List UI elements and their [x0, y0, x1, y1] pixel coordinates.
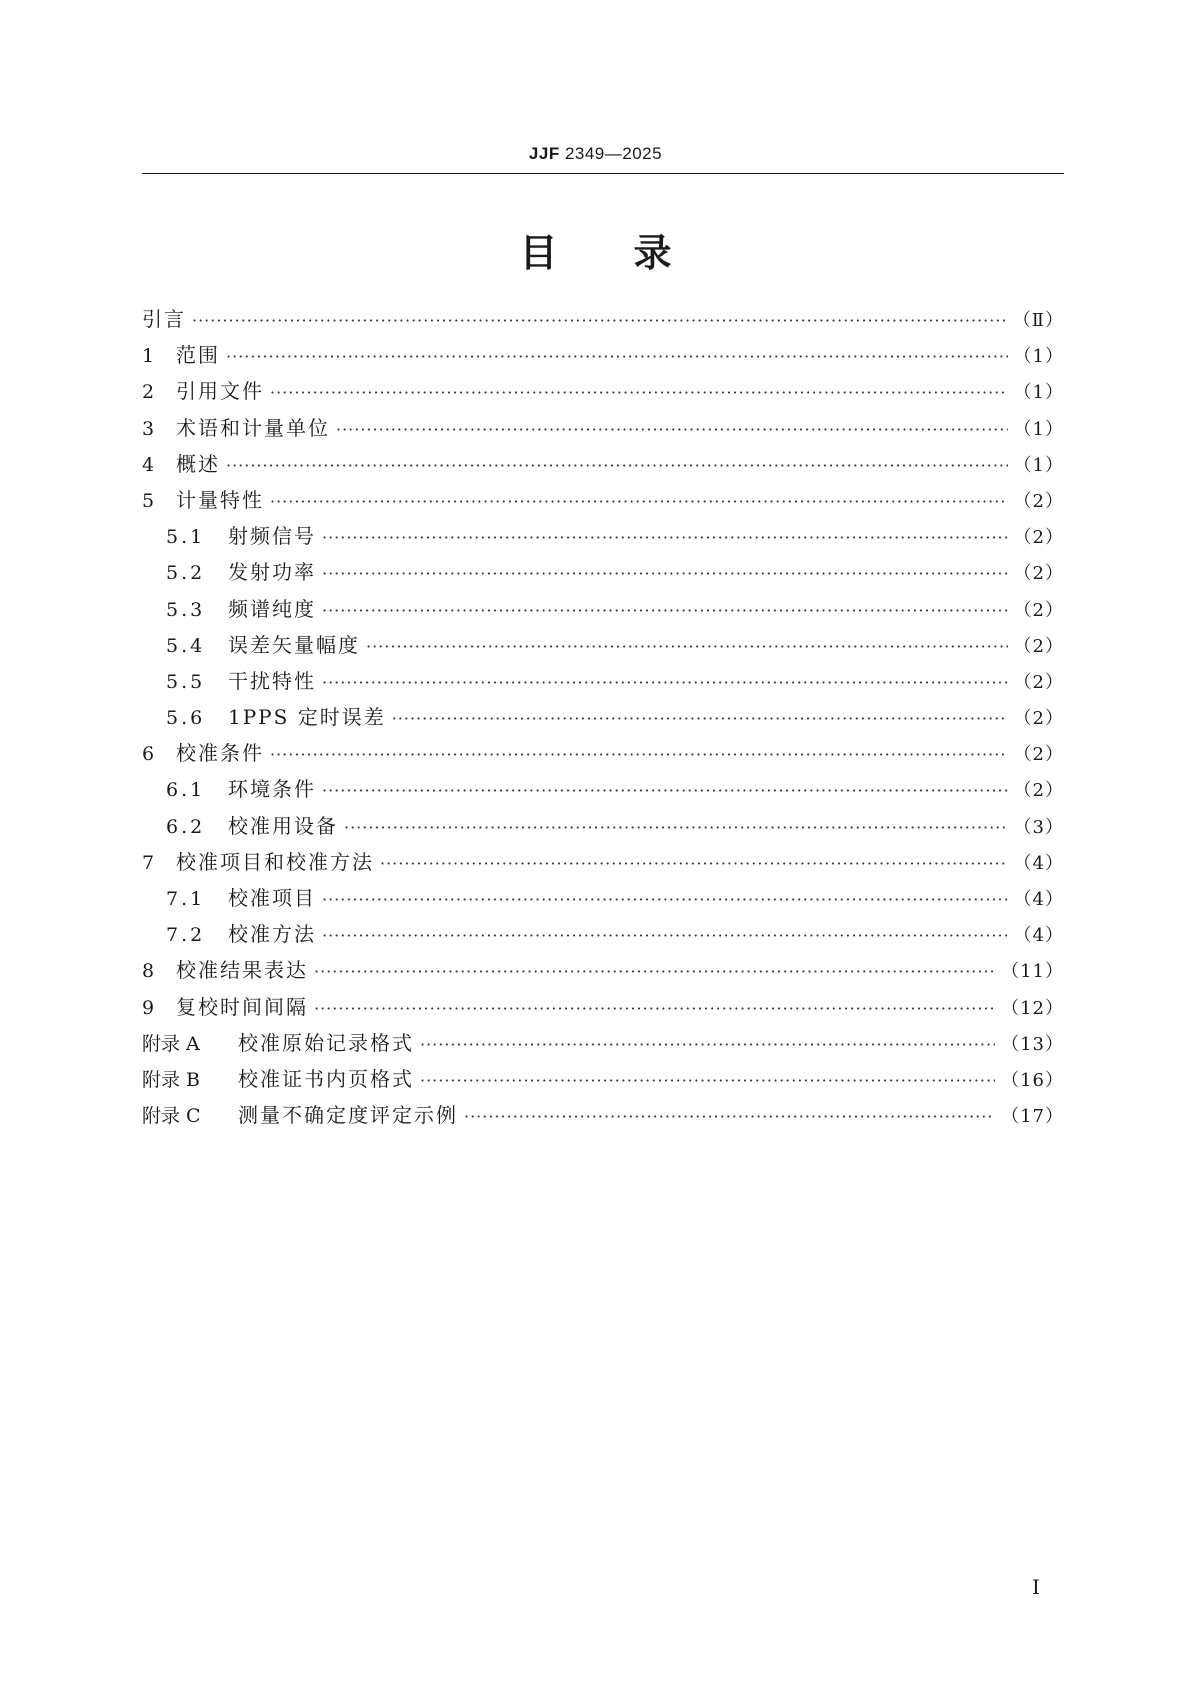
toc-subentry[interactable] [142, 882, 1064, 918]
toc-subentry[interactable] [142, 556, 1064, 592]
toc-page: （2） [1013, 490, 1064, 512]
toc-label: 频谱纯度 [228, 596, 316, 621]
toc-page: （13） [1001, 1033, 1064, 1055]
toc-label: 概述 [176, 451, 220, 476]
toc-label: 校准项目和校准方法 [176, 849, 374, 874]
toc-number: 5.5 [166, 670, 206, 693]
toc-subentry[interactable] [142, 593, 1064, 629]
toc-leader [420, 1035, 995, 1054]
toc-label: 范围 [176, 343, 220, 368]
toc-label: 发射功率 [228, 560, 316, 585]
toc-entry[interactable] [142, 303, 1064, 339]
toc-leader [392, 709, 1008, 728]
toc-label: 环境条件 [228, 777, 316, 802]
toc-leader [322, 564, 1008, 583]
toc-page: （2） [1013, 780, 1064, 802]
toc-subentry[interactable] [142, 665, 1064, 701]
toc-label: 术语和计量单位 [176, 415, 330, 440]
toc-number: 7.2 [166, 924, 206, 947]
toc-leader [366, 637, 1008, 656]
toc-subentry[interactable] [142, 701, 1064, 737]
toc-label: 测量不确定度评定示例 [238, 1103, 458, 1128]
toc-label: 校准证书内页格式 [238, 1066, 414, 1091]
toc-subentry[interactable] [142, 918, 1064, 954]
toc-leader [226, 347, 1008, 366]
toc-label: 复校时间间隔 [176, 994, 308, 1019]
toc-leader [336, 420, 1008, 439]
toc-number: 附录 C [142, 1105, 201, 1128]
toc-label: 1PPS 定时误差 [228, 705, 386, 730]
toc-number: 附录 B [142, 1068, 201, 1091]
toc-number: 2 [142, 381, 155, 404]
toc-number: 5.4 [166, 634, 206, 657]
toc-entry[interactable] [142, 412, 1064, 448]
toc-page: （2） [1013, 708, 1064, 730]
toc-number: 4 [142, 453, 155, 476]
toc-leader [192, 311, 1007, 330]
toc-number: 5.3 [166, 598, 206, 621]
toc-leader [322, 673, 1008, 692]
toc-entry[interactable] [142, 448, 1064, 484]
toc-leader [420, 1071, 995, 1090]
toc-number: 6 [142, 743, 155, 766]
header-rule [142, 173, 1064, 174]
toc-appendix-entry[interactable] [142, 1027, 1064, 1063]
document-code [0, 144, 1191, 164]
toc-appendix-entry[interactable] [142, 1099, 1064, 1135]
toc-page: （Ⅱ） [1012, 310, 1064, 331]
toc-label: 引用文件 [176, 379, 264, 404]
toc-leader [322, 601, 1008, 620]
toc-leader [270, 492, 1008, 511]
toc-subentry[interactable] [142, 629, 1064, 665]
toc-number: 1 [142, 345, 155, 368]
toc-number: 7 [142, 851, 155, 874]
toc-number: 附录 A [142, 1032, 200, 1055]
toc-label: 校准方法 [228, 922, 316, 947]
toc-number: 7.1 [166, 888, 206, 910]
toc-page: （1） [1013, 382, 1064, 404]
page-title: 目录 [519, 231, 748, 275]
toc-page: （4） [1013, 852, 1064, 874]
toc-leader [322, 528, 1008, 547]
page-number: Ⅰ [1032, 1575, 1040, 1599]
toc-entry[interactable] [142, 737, 1064, 773]
toc-number: 6.2 [166, 815, 206, 838]
toc-entry[interactable] [142, 846, 1064, 882]
toc-subentry[interactable] [142, 773, 1064, 809]
toc-leader [226, 456, 1008, 475]
toc-leader [380, 854, 1008, 873]
toc-number: 5.6 [166, 707, 206, 730]
toc-number: 8 [142, 960, 155, 983]
toc-leader [322, 926, 1008, 945]
toc-page: （1） [1013, 454, 1064, 476]
toc-page: （2） [1013, 599, 1064, 621]
toc-page: （17） [1001, 1106, 1064, 1128]
toc-appendix-entry[interactable] [142, 1063, 1064, 1099]
toc-label: 引言 [142, 307, 186, 331]
document-code-prefix: JJF [528, 144, 560, 163]
toc-number: 6.1 [166, 779, 206, 802]
toc-leader [270, 383, 1008, 402]
toc-page: （1） [1013, 418, 1064, 440]
toc-label: 校准项目 [228, 886, 316, 910]
toc-number: 5.1 [166, 526, 206, 549]
toc-leader [314, 962, 995, 981]
toc-leader [270, 745, 1008, 764]
toc-entry[interactable] [142, 484, 1064, 520]
toc-page: （2） [1013, 744, 1064, 766]
toc-entry[interactable] [142, 954, 1064, 990]
toc-subentry[interactable] [142, 520, 1064, 556]
toc-number: 9 [142, 996, 155, 1019]
toc-page: （3） [1013, 816, 1064, 838]
toc-subentry[interactable] [142, 810, 1064, 846]
toc-page: （16） [1001, 1069, 1064, 1091]
toc-label: 射频信号 [228, 524, 316, 549]
document-code-number: 2349—2025 [564, 144, 663, 163]
toc-page: （4） [1013, 889, 1064, 910]
toc-leader [322, 890, 1008, 909]
toc-label: 干扰特性 [228, 668, 316, 693]
toc-entry[interactable] [142, 991, 1064, 1027]
toc-number: 5 [142, 489, 155, 512]
table-of-contents [142, 303, 1064, 1135]
toc-label: 校准条件 [176, 741, 264, 766]
toc-leader [322, 781, 1008, 800]
toc-page: （1） [1013, 346, 1064, 368]
toc-leader [464, 1107, 995, 1126]
toc-entry[interactable] [142, 339, 1064, 375]
toc-page: （2） [1013, 527, 1064, 549]
toc-page: （2） [1013, 563, 1064, 585]
toc-label: 计量特性 [176, 487, 264, 512]
toc-label: 校准用设备 [228, 813, 338, 838]
toc-page: （2） [1013, 671, 1064, 693]
toc-label: 校准结果表达 [176, 958, 308, 983]
toc-leader [314, 999, 995, 1018]
toc-label: 校准原始记录格式 [238, 1030, 414, 1055]
toc-entry[interactable] [142, 375, 1064, 411]
toc-page: （11） [1001, 961, 1064, 983]
toc-label: 误差矢量幅度 [228, 632, 360, 657]
toc-leader [344, 818, 1008, 837]
toc-page: （12） [1001, 997, 1064, 1019]
toc-page: （2） [1013, 635, 1064, 657]
toc-page: （4） [1013, 925, 1064, 947]
toc-number: 5.2 [166, 562, 206, 585]
toc-number: 3 [142, 417, 155, 440]
